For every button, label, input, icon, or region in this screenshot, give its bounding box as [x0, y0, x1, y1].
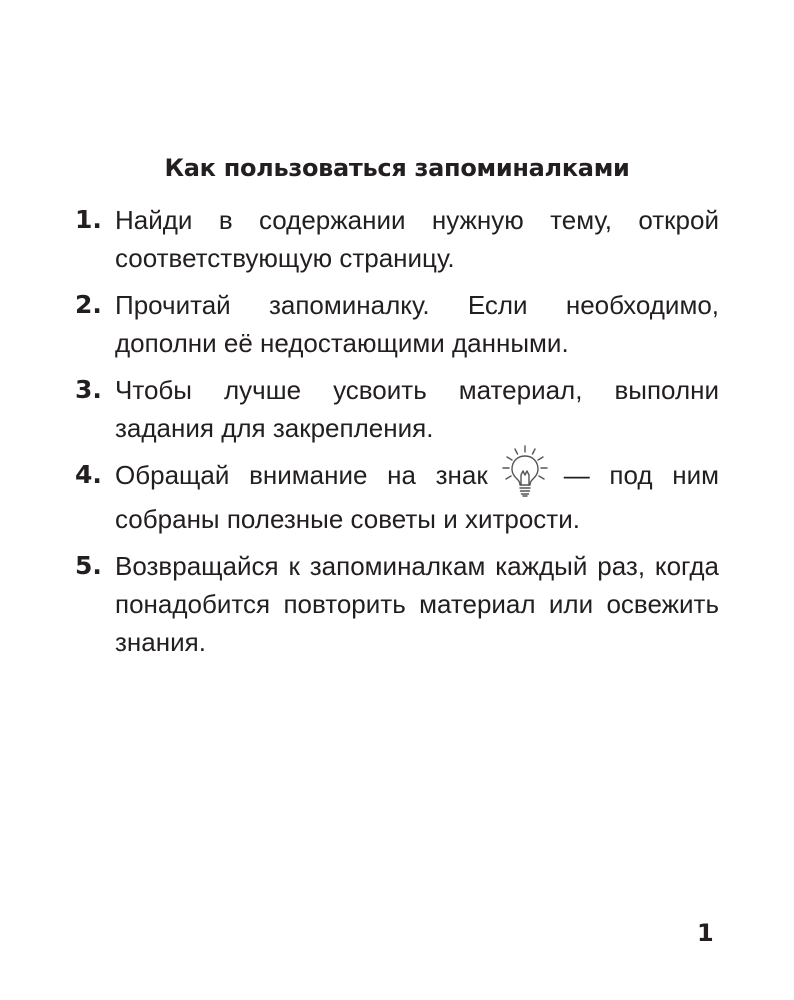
item-number: 5.: [75, 551, 102, 580]
list-item: [75, 286, 719, 362]
item-number: 1.: [75, 205, 102, 234]
item-text-after: — под ним собраны полезные советы и хитрости.: [115, 460, 719, 534]
list-item: [75, 371, 719, 447]
item-text: Прочитай запоминалку. Если необходимо, дополни её недостающими данными.: [115, 290, 719, 358]
item-text-before: Обращай внимание на знак: [115, 460, 488, 490]
page-title: Как пользоваться запоминалками: [164, 154, 630, 182]
instructions-list: [75, 201, 719, 670]
list-item: [75, 547, 719, 661]
item-number: 4.: [75, 460, 102, 489]
lightbulb-icon: [494, 444, 556, 500]
list-item: [75, 201, 719, 277]
page-number: 1: [697, 919, 714, 947]
item-text: Чтобы лучше усвоить материал, выполни задания для закрепления.: [115, 375, 719, 443]
item-text: Найди в содержании нужную тему, открой соответствующую страницу.: [115, 205, 719, 273]
item-text: Возвращайся к запоминалкам каждый раз, когда понадобится повторить материал или освежить знания.: [115, 551, 719, 657]
item-text: [115, 456, 719, 538]
list-item: [75, 456, 719, 538]
item-number: 2.: [75, 290, 102, 319]
item-number: 3.: [75, 375, 102, 404]
